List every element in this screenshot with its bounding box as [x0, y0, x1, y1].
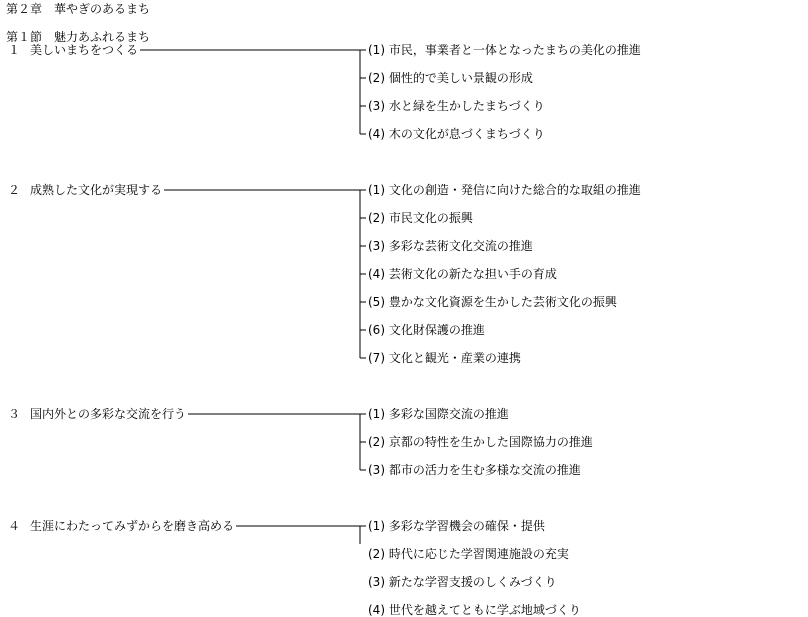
tree-item: (3) 多彩な芸術文化交流の推進: [368, 239, 533, 253]
tree-item: (6) 文化財保護の推進: [368, 323, 485, 337]
tree-item: (1) 多彩な学習機会の確保・提供: [368, 519, 545, 533]
group-number: ３: [8, 407, 21, 421]
tree-item: (2) 京都の特性を生かした国際協力の推進: [368, 435, 593, 449]
tree-item: (4) 木の文化が息づくまちづくり: [368, 127, 545, 141]
tree-item: (1) 多彩な国際交流の推進: [368, 407, 509, 421]
tree-item: (1) 市民，事業者と一体となったまちの美化の推進: [368, 43, 641, 57]
group-number: ２: [8, 183, 21, 197]
group-title: 美しいまちをつくる: [30, 43, 139, 57]
tree-item: (5) 豊かな文化資源を生かした芸術文化の振興: [368, 295, 617, 309]
tree-item: (4) 世代を越えてともに学ぶ地域づくり: [368, 603, 581, 617]
chapter-heading: 第２章 華やぎのあるまち: [6, 2, 151, 16]
tree-item: (4) 芸術文化の新たな担い手の育成: [368, 267, 557, 281]
group-number: １: [8, 43, 21, 57]
tree-item: (2) 市民文化の振興: [368, 211, 473, 225]
group-title: 成熟した文化が実現する: [30, 183, 163, 197]
group-title: 国内外との多彩な交流を行う: [30, 407, 187, 421]
section-heading: 第１節 魅力あふれるまち: [6, 30, 151, 44]
tree-item: (3) 水と緑を生かしたまちづくり: [368, 99, 545, 113]
tree-item: (7) 文化と観光・産業の連携: [368, 351, 521, 365]
tree-item: (3) 新たな学習支援のしくみづくり: [368, 575, 557, 589]
tree-item: (2) 時代に応じた学習関連施設の充実: [368, 547, 569, 561]
group-title: 生涯にわたってみずからを磨き高める: [30, 519, 235, 533]
tree-item: (3) 都市の活力を生む多様な交流の推進: [368, 463, 581, 477]
tree-item: (2) 個性的で美しい景観の形成: [368, 71, 533, 85]
group-number: ４: [8, 519, 21, 533]
tree-item: (1) 文化の創造・発信に向けた総合的な取組の推進: [368, 183, 641, 197]
